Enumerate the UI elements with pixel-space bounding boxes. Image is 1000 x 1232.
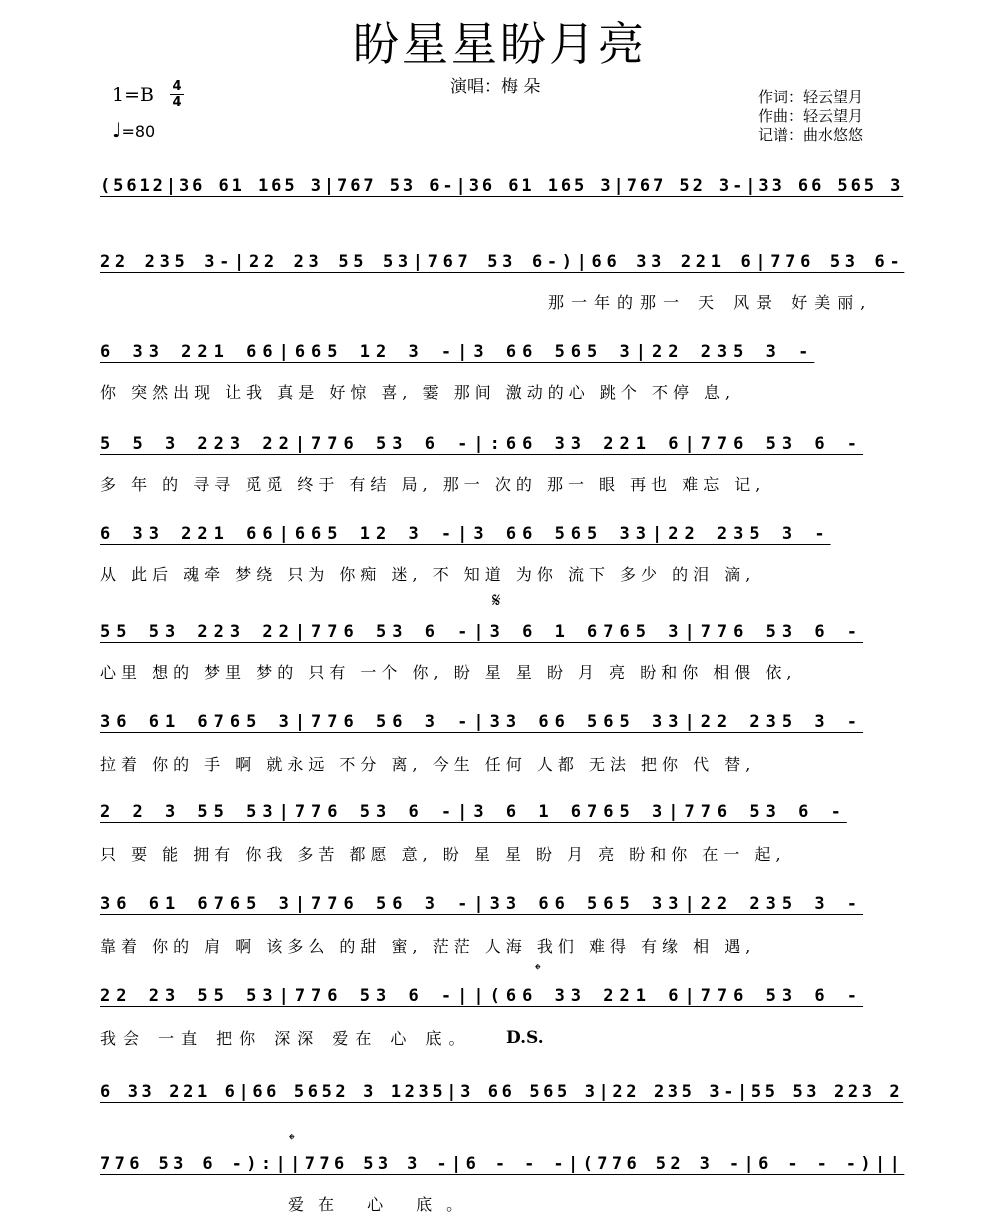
tempo-marking	[112, 118, 155, 142]
staff-row-12	[100, 1144, 905, 1194]
notes-row-1: (5612|36 61 165 3|767 53 6-|36 61 165 3|767 52 3-|33 66 565 3	[100, 176, 904, 196]
staff-row-9	[100, 884, 900, 934]
transcriber-credit: 记谱：曲水悠悠	[758, 126, 864, 144]
lyrics-row-8: 只 要 能 拥有 你我 多苦 都愿 意, 盼 星 星 盼 月 亮 盼和你 在一 起,	[100, 845, 786, 864]
staff-row-11	[100, 1072, 904, 1122]
staff-row-6	[100, 612, 900, 662]
lyrics-row-10: 我会 一直 把你 深深 爱在 心 底。	[100, 1029, 472, 1048]
lyrics-row-12: 爱在 心 底。	[288, 1195, 477, 1214]
staff-row-10	[100, 976, 900, 1026]
time-signature-top: 4	[172, 79, 182, 94]
notes-row-9: 36 61 6765 3|776 56 3 -|33 66 565 33|22 235 3 -	[100, 894, 864, 914]
quarter-note-icon: ♩	[112, 118, 122, 142]
song-title: 盼星星盼月亮	[353, 17, 647, 71]
composer-credit: 作曲：轻云望月	[758, 107, 864, 125]
key-signature: 1=B	[112, 84, 154, 106]
segno-icon: 𝄋	[492, 588, 501, 612]
notes-row-11: 6 33 221 6|66 5652 3 1235|3 66 565 3|22 235 3-|55 53 223 2	[100, 1082, 904, 1102]
notes-row-5: 6 33 221 66|665 12 3 -|3 66 565 33|22 235 3 -	[100, 524, 831, 544]
staff-row-2	[100, 242, 905, 292]
coda-icon-2: 𝄌	[289, 1130, 295, 1149]
dal-segno-mark: D.S.	[506, 1028, 544, 1048]
tempo-value: =80	[121, 122, 156, 141]
staff-row-7	[100, 702, 900, 752]
lyrics-row-6: 心里 想的 梦里 梦的 只有 一个 你, 盼 星 星 盼 月 亮 盼和你 相偎 依,	[100, 663, 797, 682]
credits	[758, 88, 863, 145]
lyrics-row-3: 你 突然出现 让我 真是 好惊 喜, 霎 那间 激动的心 跳个 不停 息,	[100, 383, 736, 402]
staff-row-5	[100, 514, 900, 564]
notes-row-2: 22 235 3-|22 23 55 53|767 53 6-)|66 33 221 6|776 53 6-	[100, 252, 905, 272]
lyricist-credit: 作词：轻云望月	[758, 88, 864, 106]
time-signature-bottom: 4	[172, 95, 182, 110]
notes-row-10: 22 23 55 53|776 53 6 -||(66 33 221 6|776 53 6 -	[100, 986, 864, 1006]
notes-row-3: 6 33 221 66|665 12 3 -|3 66 565 3|22 235 3 -	[100, 342, 815, 362]
staff-row-4	[100, 424, 900, 474]
notes-row-7: 36 61 6765 3|776 56 3 -|33 66 565 33|22 235 3 -	[100, 712, 864, 732]
staff-row-8	[100, 792, 900, 842]
staff-row-3	[100, 332, 900, 382]
time-signature	[170, 80, 184, 109]
singer-credit: 演唱：梅 朵	[450, 77, 541, 97]
coda-icon: 𝄌	[535, 960, 541, 979]
notes-row-6: 55 53 223 22|776 53 6 -|3 6 1 6765 3|776 53 6 -	[100, 622, 864, 642]
lyrics-row-4: 多 年 的 寻寻 觅觅 终于 有结 局, 那一 次的 那一 眼 再也 难忘 记,	[100, 475, 766, 494]
lyrics-row-5: 从 此后 魂牵 梦绕 只为 你痴 迷, 不 知道 为你 流下 多少 的泪 滴,	[100, 565, 756, 584]
lyrics-row-9: 靠着 你的 肩 啊 该多么 的甜 蜜, 茫茫 人海 我们 难得 有缘 相 遇,	[100, 937, 756, 956]
notes-row-4: 5 5 3 223 22|776 53 6 -|:66 33 221 6|776 53 6 -	[100, 434, 864, 454]
lyrics-row-2: 那一年的那一 天 风景 好美丽,	[548, 293, 873, 312]
notes-row-8: 2 2 3 55 53|776 53 6 -|3 6 1 6765 3|776 53 6 -	[100, 802, 847, 822]
staff-row-1	[100, 166, 904, 216]
notes-row-12: 776 53 6 -):||776 53 3 -|6 - - -|(776 52 3 -|6 - - -)||	[100, 1154, 905, 1174]
lyrics-row-7: 拉着 你的 手 啊 就永远 不分 离, 今生 任何 人都 无法 把你 代 替,	[100, 755, 756, 774]
